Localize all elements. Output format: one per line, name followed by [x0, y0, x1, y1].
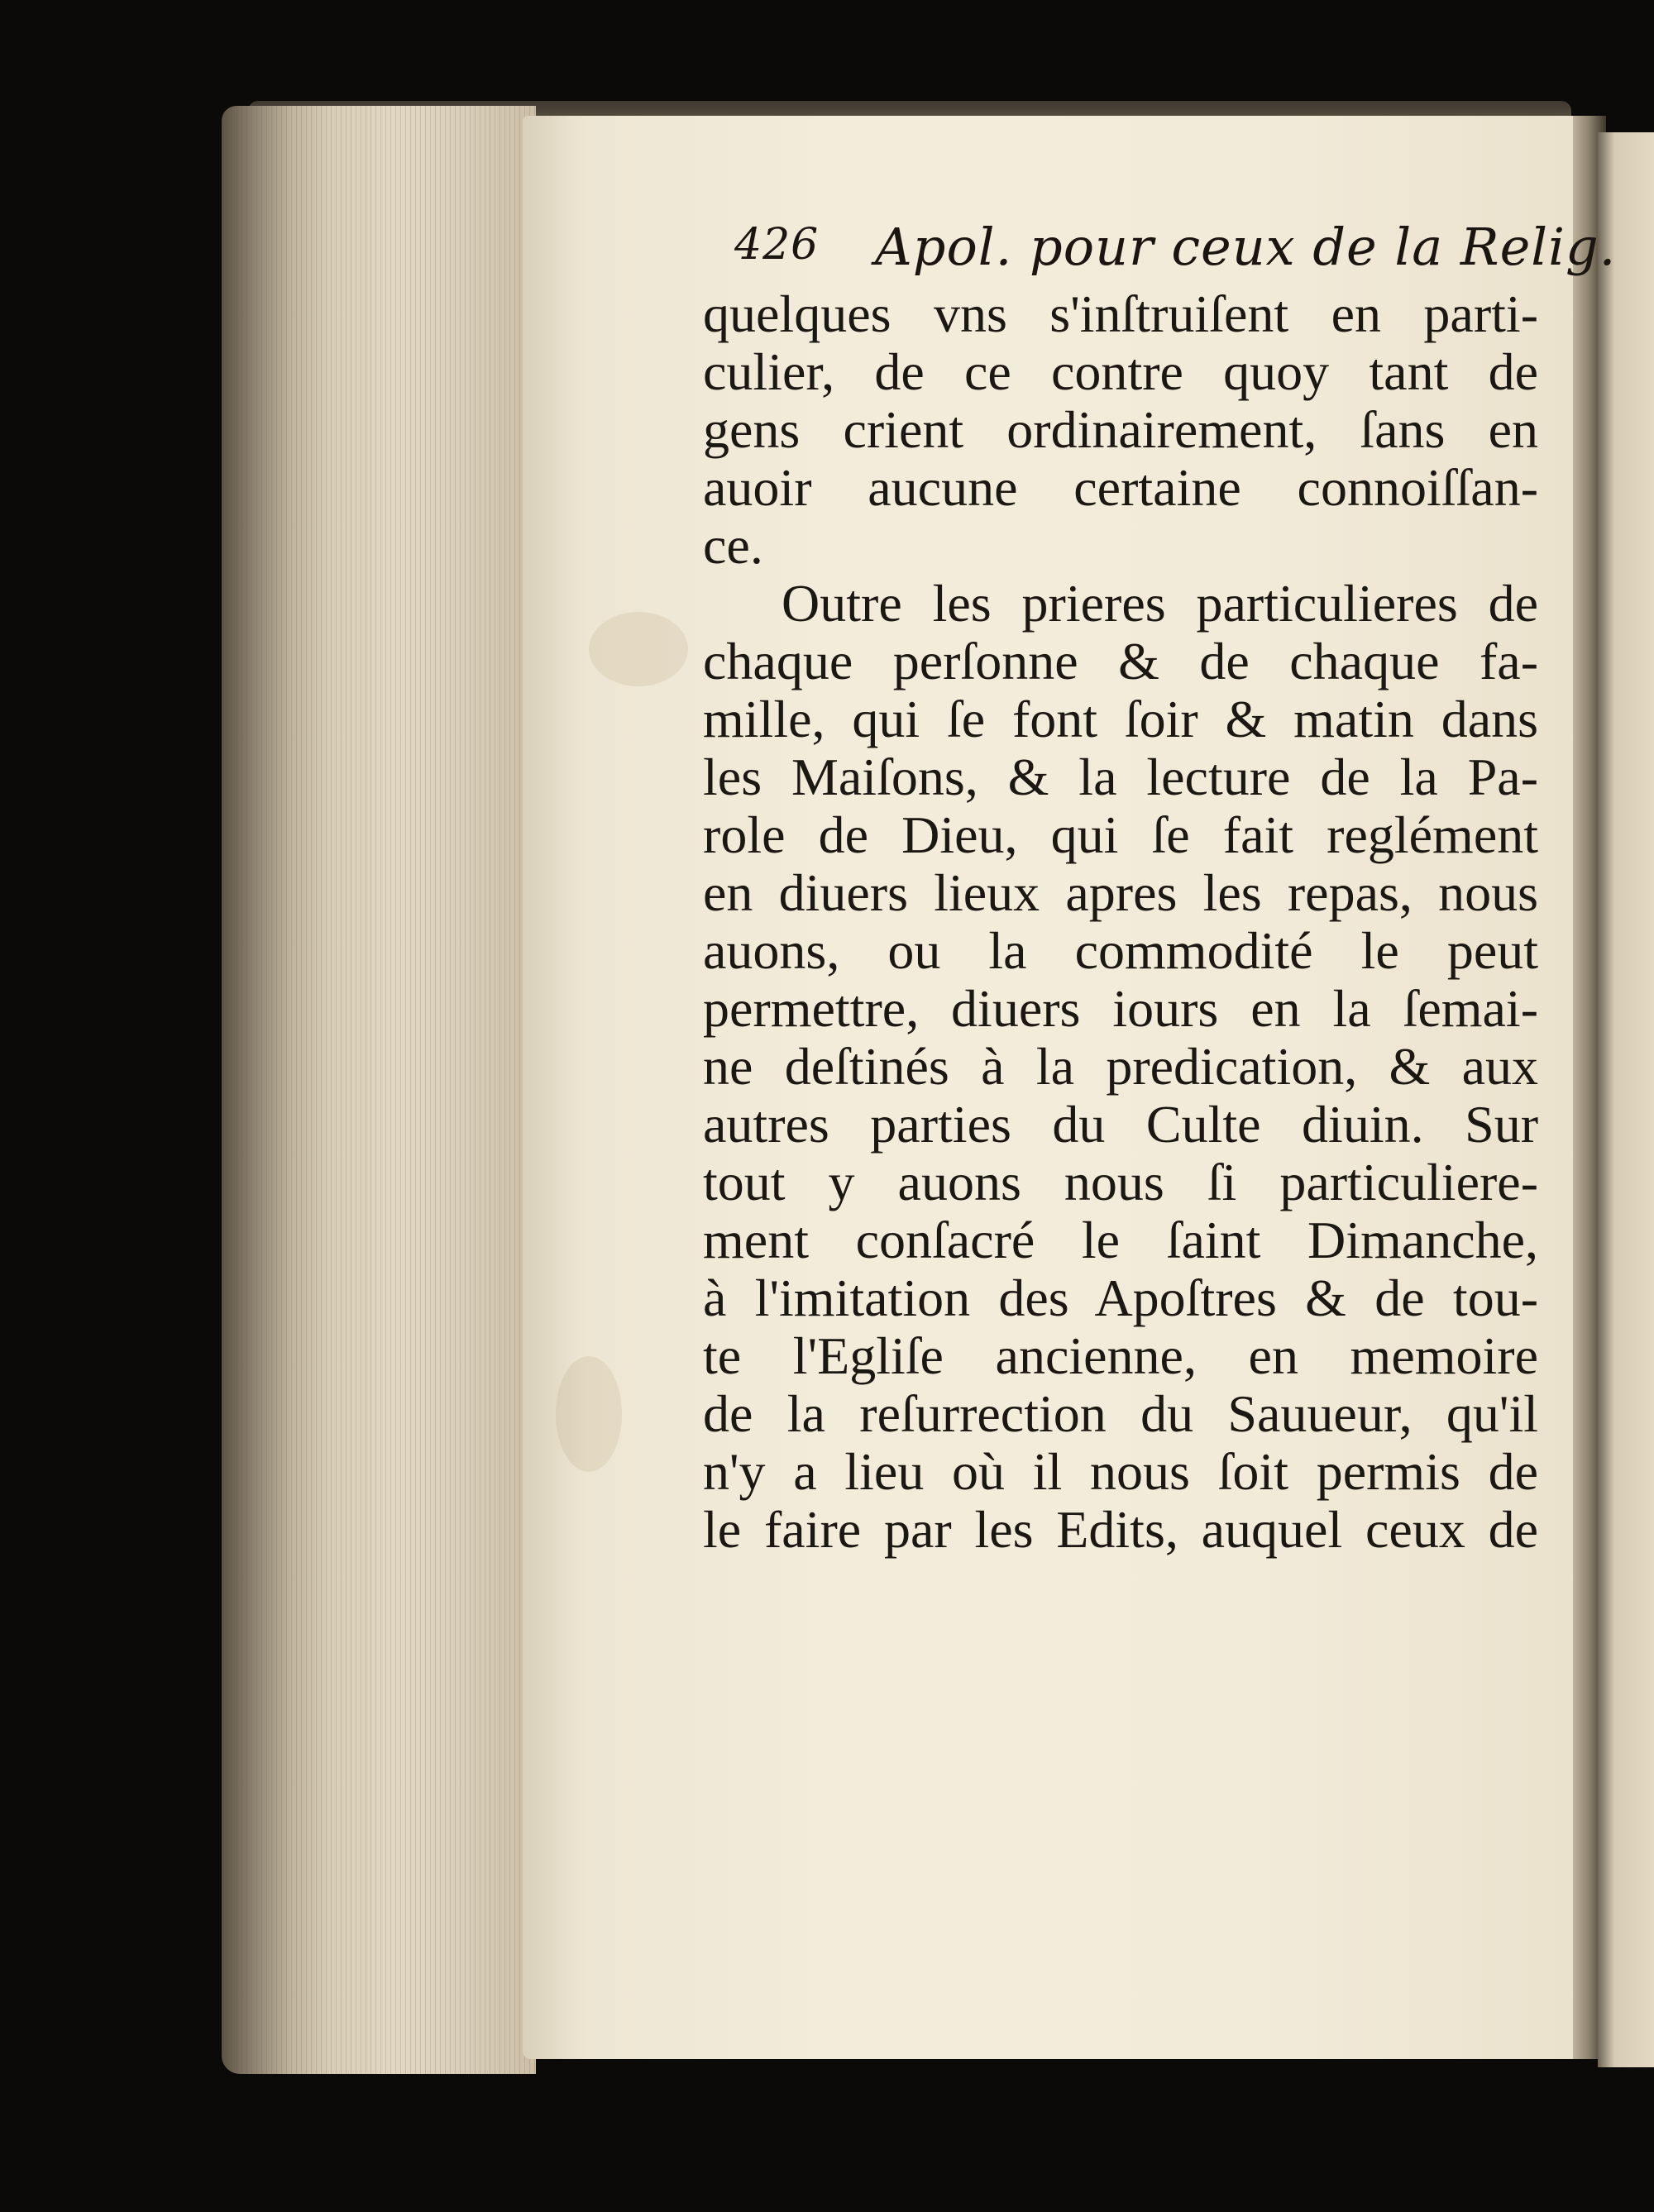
running-head: Apol. pour ceux de la Relig. — [875, 217, 1617, 277]
text-line: le faire par les Edits, auquel ceux de — [703, 1500, 1538, 1559]
text-line: quelques vns s'inſtruiſent en parti- — [703, 284, 1538, 343]
text-line: Outre les prieres particulieres de — [782, 574, 1538, 633]
text-line: culier, de ce contre quoy tant de — [703, 342, 1538, 401]
facing-page-edge — [1598, 132, 1654, 2067]
page-number: 426 — [734, 220, 820, 270]
text-line: te l'Egliſe ancienne, en memoire — [703, 1326, 1538, 1385]
text-line: ce. — [703, 516, 763, 575]
text-line: mille, qui ſe font ſoir & matin dans — [703, 690, 1538, 748]
text-line: permettre, diuers iours en la ſemai- — [703, 979, 1538, 1038]
text-line: gens crient ordinairement, ſans en — [703, 400, 1538, 459]
text-line: autres parties du Culte diuin. Sur — [703, 1095, 1538, 1154]
text-line: auoir aucune certaine connoiſſan- — [703, 458, 1538, 517]
text-line: n'y a lieu où il nous ſoit permis de — [703, 1442, 1538, 1501]
text-line: chaque perſonne & de chaque fa- — [703, 632, 1538, 690]
body-text — [703, 285, 1546, 1559]
page-block-edge — [222, 106, 536, 2074]
text-line: ne deſtinés à la predication, & aux — [703, 1037, 1538, 1096]
text-line: auons, ou la commodité le peut — [703, 921, 1538, 980]
text-line: ment conſacré le ſaint Dimanche, — [703, 1211, 1538, 1269]
text-line: tout y auons nous ſi particuliere- — [703, 1153, 1538, 1211]
text-line: role de Dieu, qui ſe fait reglément — [703, 805, 1538, 864]
paper-stain — [589, 612, 688, 686]
text-line: à l'imitation des Apoſtres & de tou- — [703, 1268, 1538, 1327]
paper-stain — [556, 1356, 622, 1472]
text-line: en diuers lieux apres les repas, nous — [703, 863, 1538, 922]
text-line: de la reſurrection du Sauueur, qu'il — [703, 1384, 1538, 1443]
text-line: les Maiſons, & la lecture de la Pa- — [703, 748, 1538, 806]
